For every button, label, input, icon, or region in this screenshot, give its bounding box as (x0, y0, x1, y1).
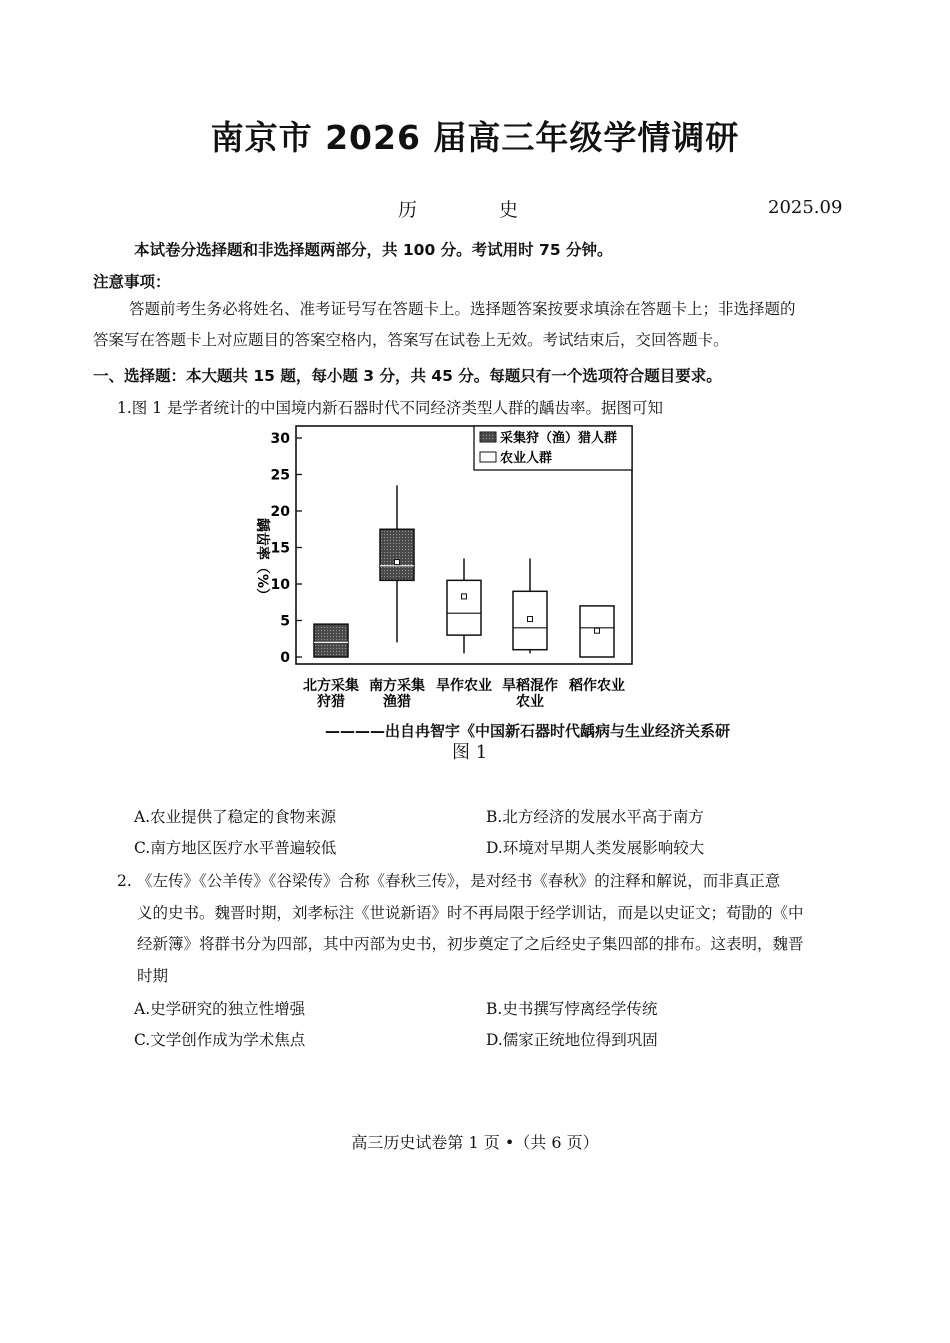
figure-label: 图 1 (452, 742, 488, 763)
x-category-label: 北方采集 (303, 678, 359, 694)
q1-option-d[interactable]: D.环境对早期人类发展影响较大 (486, 839, 705, 857)
q1-option-b[interactable]: B.北方经济的发展水平高于南方 (486, 808, 704, 826)
exam-date: 2025.09 (768, 197, 843, 218)
x-category-label: 旱作农业 (436, 678, 492, 694)
box-2 (380, 529, 414, 580)
subject-char-1: 历 (398, 199, 418, 221)
legend-swatch-agriculture (480, 452, 496, 462)
x-category-label: 稻作农业 (569, 678, 625, 694)
y-tick-label: 25 (270, 467, 290, 484)
question-2-stem (117, 866, 867, 992)
notice-line-2: 答案写在答题卡上对应题目的答案空格内，答案写在试卷上无效。考试结束后，交回答题卡。 (93, 331, 729, 349)
q2-option-a[interactable]: A.史学研究的独立性增强 (134, 1000, 306, 1018)
exam-intro: 本试卷分选择题和非选择题两部分，共 100 分。考试用时 75 分钟。 (134, 241, 613, 259)
q1-option-a[interactable]: A.农业提供了稳定的食物来源 (134, 808, 337, 826)
y-tick-label: 5 (280, 613, 290, 630)
notice-body (93, 294, 863, 356)
legend-label-agriculture: 农业人群 (500, 451, 553, 466)
q2-option-c[interactable]: C.文学创作成为学术焦点 (134, 1031, 306, 1049)
subject-heading (398, 195, 600, 222)
x-category-label-line2: 农业 (516, 694, 544, 710)
page-title: 南京市 2026 届高三年级学情调研 (210, 118, 740, 157)
y-tick-label: 10 (270, 577, 290, 593)
question-2-line-2: 义的史书。魏晋时期，刘孝标注《世说新语》时不再局限于经学训诂，而是以史证文；荀勖的《中 (137, 903, 804, 922)
question-2-line-3: 经新簿》将群书分为四部，其中丙部为史书，初步奠定了之后经史子集四部的排布。这表明，魏晋 (137, 935, 804, 953)
x-category-label: 旱稻混作 (502, 678, 558, 694)
question-1-stem: 1.图 1 是学者统计的中国境内新石器时代不同经济类型人群的龋齿率。据图可知 (117, 399, 664, 417)
x-category-label-line2: 渔猎 (383, 694, 411, 710)
notice-line-1: 答题前考生务必将姓名、准考证号写在答题卡上。选择题答案按要求填涂在答题卡上；非选择题的 (129, 300, 796, 318)
notice-heading: 注意事项： (93, 273, 171, 291)
mean-marker (595, 628, 600, 633)
section-heading: 一、选择题：本大题共 15 题，每小题 3 分，共 45 分。每题只有一个选项符合题目要求。 (93, 367, 722, 385)
q2-option-b[interactable]: B.史书撰写悖离经学传统 (486, 1000, 658, 1018)
figure-1-chart (240, 420, 680, 720)
q1-option-c[interactable]: C.南方地区医疗水平普遍较低 (134, 839, 337, 857)
question-2-line-4: 时期 (137, 966, 169, 985)
box-3 (447, 580, 481, 635)
legend-swatch-gathering (480, 432, 496, 442)
x-category-label: 南方采集 (369, 678, 425, 694)
y-tick-label: 15 (270, 540, 290, 557)
legend-label-gathering: 采集狩（渔）猎人群 (500, 431, 618, 446)
mean-marker (528, 617, 533, 622)
page-footer: 高三历史试卷第 1 页 •（共 6 页） (351, 1133, 599, 1152)
box-1 (314, 624, 348, 657)
y-tick-label: 30 (270, 431, 290, 447)
y-tick-label: 20 (270, 504, 290, 520)
subject-char-2: 史 (499, 199, 519, 221)
question-2-line-1: 《左传》《公羊传》《谷梁传》合称《春秋三传》，是对经书《春秋》的注释和解说，而非真正意 (137, 872, 781, 890)
mean-marker (395, 560, 400, 565)
mean-marker (462, 594, 467, 599)
question-2-number: 2. (117, 872, 132, 890)
y-axis-label: 龋齿率（%） (254, 517, 270, 603)
q2-option-d[interactable]: D.儒家正统地位得到巩固 (486, 1031, 658, 1049)
figure-source: ————出自冉智宇《中国新石器时代龋病与生业经济关系研 (325, 722, 731, 740)
x-category-label-line2: 狩猎 (317, 694, 345, 710)
y-tick-label: 0 (280, 650, 290, 666)
